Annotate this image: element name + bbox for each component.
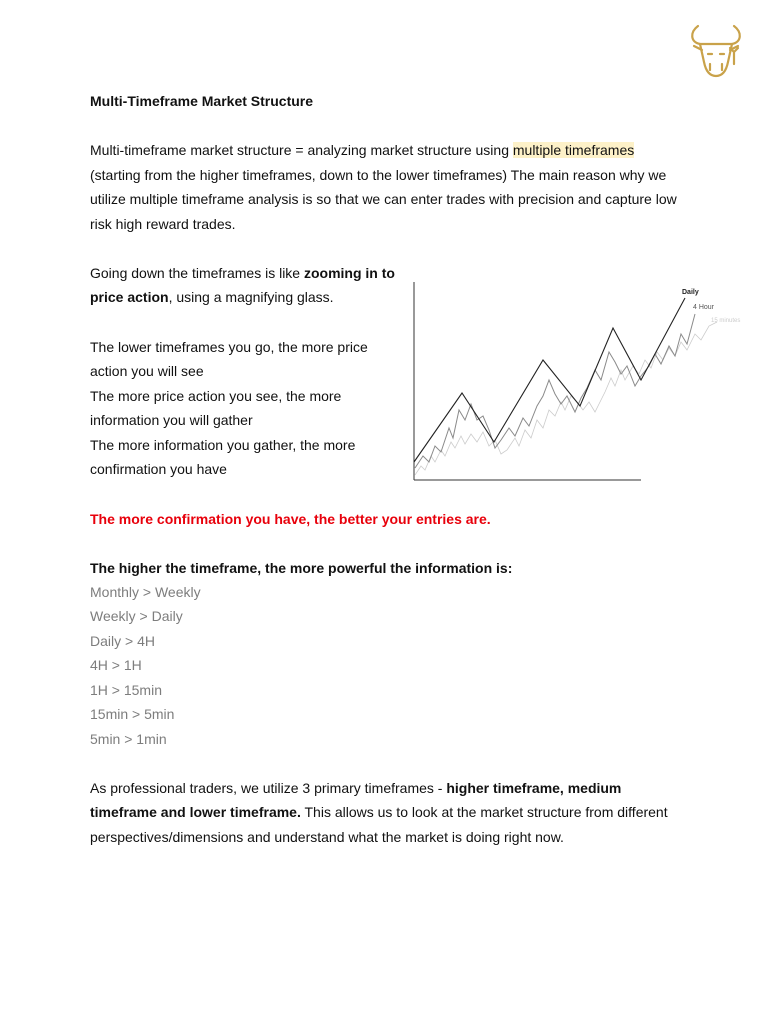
closing-text-b: This allows us to look at the market structure from different xyxy=(300,804,668,820)
h4-line xyxy=(415,314,695,468)
timeframe-zoom-chart xyxy=(405,270,765,488)
closing-text-a: As professional traders, we utilize 3 primary timeframes - xyxy=(90,780,447,796)
chart-label-daily: Daily xyxy=(682,289,699,296)
power-list-item: 4H > 1H xyxy=(90,657,142,673)
page-title: Multi-Timeframe Market Structure xyxy=(90,93,314,109)
zoom-line-2 xyxy=(90,285,334,310)
closing-line-3: perspectives/dimensions and understand what the market is doing right now. xyxy=(90,829,564,845)
closing-line-1 xyxy=(90,776,621,801)
power-list-item: Weekly > Daily xyxy=(90,608,183,624)
zoom-bold-a: zooming in to xyxy=(303,265,395,281)
emphasis-line: The more confirmation you have, the better your entries are. xyxy=(90,511,491,527)
power-heading: The higher the timeframe, the more powerful the information is: xyxy=(90,560,513,576)
power-list-item: 1H > 15min xyxy=(90,682,162,698)
intro-line-4: risk high reward trades. xyxy=(90,216,236,232)
power-list-item: Monthly > Weekly xyxy=(90,584,201,600)
intro-line-3: utilize multiple timeframe analysis is so that we can enter trades with precision and capture low xyxy=(90,191,677,207)
more-line: The more price action you see, the more xyxy=(90,388,342,404)
closing-bold-a: higher timeframe, medium xyxy=(446,780,622,796)
intro-line-2: (starting from the higher timeframes, down to the lower timeframes) The main reason why we xyxy=(90,167,667,183)
more-line: action you will see xyxy=(90,363,204,379)
power-list-item: 15min > 5min xyxy=(90,706,175,722)
zoom-bold-b: price action xyxy=(90,289,169,305)
closing-bold-b: timeframe and lower timeframe. xyxy=(90,804,301,820)
m15-line xyxy=(415,322,717,475)
more-line: The lower timeframes you go, the more price xyxy=(90,339,368,355)
zoom-text-a: Going down the timeframes is like xyxy=(90,265,304,281)
zoom-text-b: , using a magnifying glass. xyxy=(168,289,334,305)
more-line: confirmation you have xyxy=(90,461,227,477)
zoom-line-1 xyxy=(90,261,395,286)
more-line: information you will gather xyxy=(90,412,253,428)
intro-line-1 xyxy=(90,138,634,163)
intro-lead: Multi-timeframe market structure = analyzing market structure using xyxy=(90,142,513,158)
highlighted-term: multiple timeframes xyxy=(512,142,635,158)
closing-line-2 xyxy=(90,800,668,825)
more-line: The more information you gather, the more xyxy=(90,437,356,453)
chart-label-15m: 15 minutes xyxy=(711,318,741,324)
power-list-item: Daily > 4H xyxy=(90,633,155,649)
bull-logo xyxy=(684,18,748,82)
bull-head-icon xyxy=(684,18,748,82)
power-list-item: 5min > 1min xyxy=(90,731,167,747)
chart-label-4h: 4 Hour xyxy=(693,304,715,311)
